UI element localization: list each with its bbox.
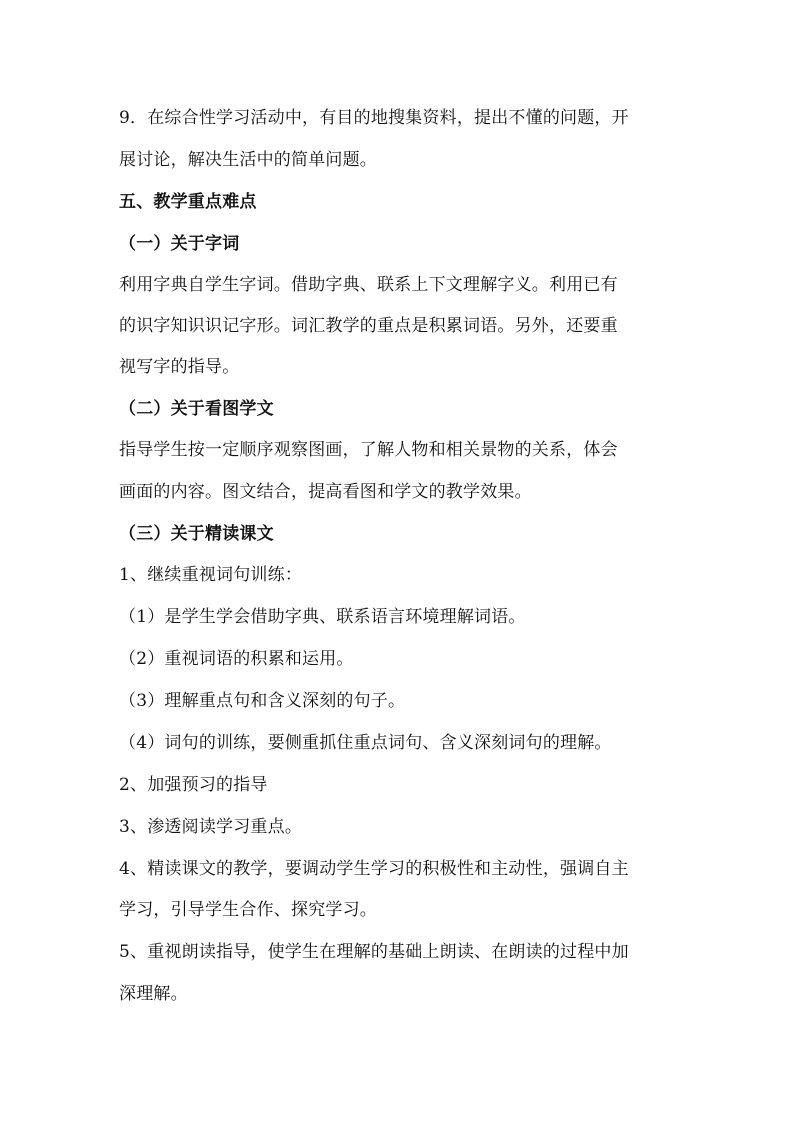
part3-point4-line2: 学习，引导学生合作、探究学习。 bbox=[119, 900, 377, 920]
part2-line2: 画面的内容。图文结合，提高看图和学文的教学效果。 bbox=[119, 482, 532, 502]
part3-sub2: （2）重视词语的积累和运用。 bbox=[119, 649, 354, 669]
part3-point5-line1: 5、重视朗读指导，使学生在理解的基础上朗读、在朗读的过程中加 bbox=[119, 942, 629, 962]
part1-line2: 的识字知识识记字形。词汇教学的重点是积累词语。另外，还要重 bbox=[119, 316, 618, 336]
part3-point1: 1、继续重视词句训练： bbox=[119, 565, 303, 585]
part3-sub1: （1）是学生学会借助字典、联系语言环境理解词语。 bbox=[119, 607, 526, 627]
item9-line1: 9．在综合性学习活动中，有目的地搜集资料，提出不懂的问题，开 bbox=[119, 108, 629, 128]
part3-point4-line1: 4、精读课文的教学，要调动学生学习的积极性和主动性，强调自主 bbox=[119, 859, 629, 879]
part3-point3: 3、渗透阅读学习重点。 bbox=[119, 817, 303, 837]
part3-point2: 2、加强预习的指导 bbox=[119, 775, 268, 795]
part3-point5-line2: 深理解。 bbox=[119, 984, 188, 1004]
part1-line3: 视写字的指导。 bbox=[119, 357, 240, 377]
part1-title: （一）关于字词 bbox=[119, 234, 240, 254]
part2-title: （二）关于看图学文 bbox=[119, 399, 274, 419]
part3-title: （三）关于精读课文 bbox=[119, 524, 274, 544]
part3-sub3: （3）理解重点句和含义深刻的句子。 bbox=[119, 691, 406, 711]
part1-line1: 利用字典自学生字词。借助字典、联系上下文理解字义。利用已有 bbox=[119, 275, 618, 295]
item9-line2: 展讨论，解决生活中的简单问题。 bbox=[119, 150, 377, 170]
part2-line1: 指导学生按一定顺序观察图画，了解人物和相关景物的关系，体会 bbox=[119, 440, 618, 460]
section5-title: 五、教学重点难点 bbox=[119, 192, 257, 212]
part3-sub4: （4）词句的训练，要侧重抓住重点词句、含义深刻词句的理解。 bbox=[119, 733, 612, 753]
